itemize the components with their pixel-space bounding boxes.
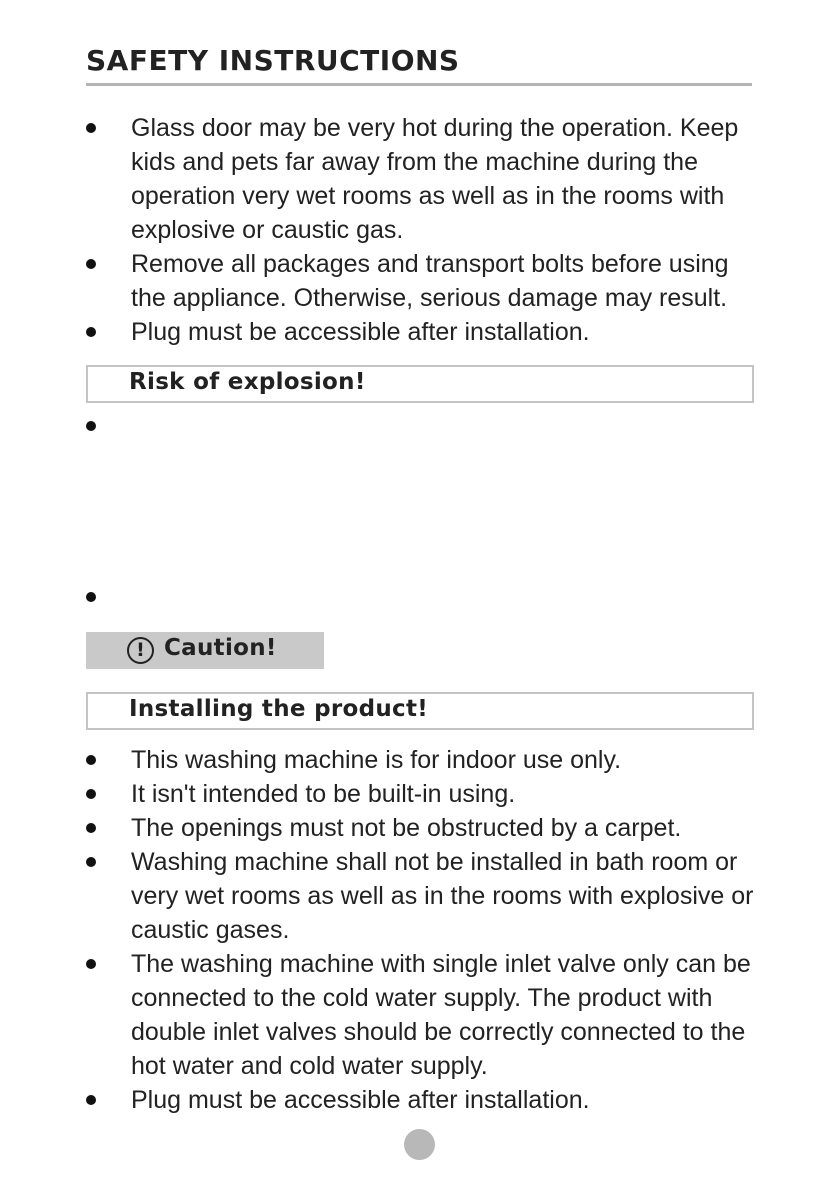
list-item-text: This washing machine is for indoor use only. (131, 746, 622, 774)
list-item-text: The washing machine with single inlet valve only can be connected to the cold water supply. The product with double inlet valves should be correctly connected to the hot water and cold water supply. (131, 950, 751, 1080)
exclamation-circle-icon: ! (127, 637, 154, 664)
explosion-section-title: Risk of explosion! (129, 369, 366, 395)
bullet-icon (86, 123, 96, 133)
bullet-icon (86, 592, 96, 602)
bullet-icon (86, 1095, 96, 1105)
bullet-icon (86, 755, 96, 765)
install-section-title: Installing the product! (129, 696, 429, 722)
list-item (86, 315, 766, 349)
bullet-icon (86, 823, 96, 833)
bullet-icon (86, 327, 96, 337)
list-item (86, 111, 766, 247)
list-item (86, 247, 766, 315)
list-item-text: Plug must be accessible after installation. (131, 318, 590, 346)
title-divider (86, 83, 752, 86)
list-item (86, 811, 766, 845)
general-safety-list (86, 111, 766, 349)
bullet-icon (86, 857, 96, 867)
list-item (86, 947, 766, 1083)
list-item-text: Washing machine shall not be installed in bath room or very wet rooms as well as in the rooms with explosive or caustic gases. (131, 848, 754, 944)
list-item-text: It isn't intended to be built-in using. (131, 780, 516, 808)
list-item (86, 777, 766, 811)
list-item-text: Plug must be accessible after installation. (131, 1086, 590, 1114)
bullet-icon (86, 789, 96, 799)
list-item (86, 743, 766, 777)
list-item-text: Glass door may be very hot during the operation. Keep kids and pets far away from the machine during the operation very wet rooms as well as in the rooms with explosive or caustic gas. (131, 114, 739, 244)
list-item (86, 845, 766, 947)
install-instructions-list (86, 743, 766, 1117)
caution-banner (86, 632, 324, 669)
page-title: SAFETY INSTRUCTIONS (86, 44, 460, 77)
list-item (86, 1083, 766, 1117)
bullet-icon (86, 959, 96, 969)
caution-label: Caution! (164, 635, 277, 661)
explosion-section-header (86, 365, 754, 403)
list-item-text: Remove all packages and transport bolts before using the appliance. Otherwise, serious damage may result. (131, 250, 729, 312)
install-section-header (86, 692, 754, 730)
bullet-icon (86, 421, 96, 431)
page-number-marker (404, 1129, 435, 1160)
list-item-text: The openings must not be obstructed by a carpet. (131, 814, 682, 842)
bullet-icon (86, 259, 96, 269)
